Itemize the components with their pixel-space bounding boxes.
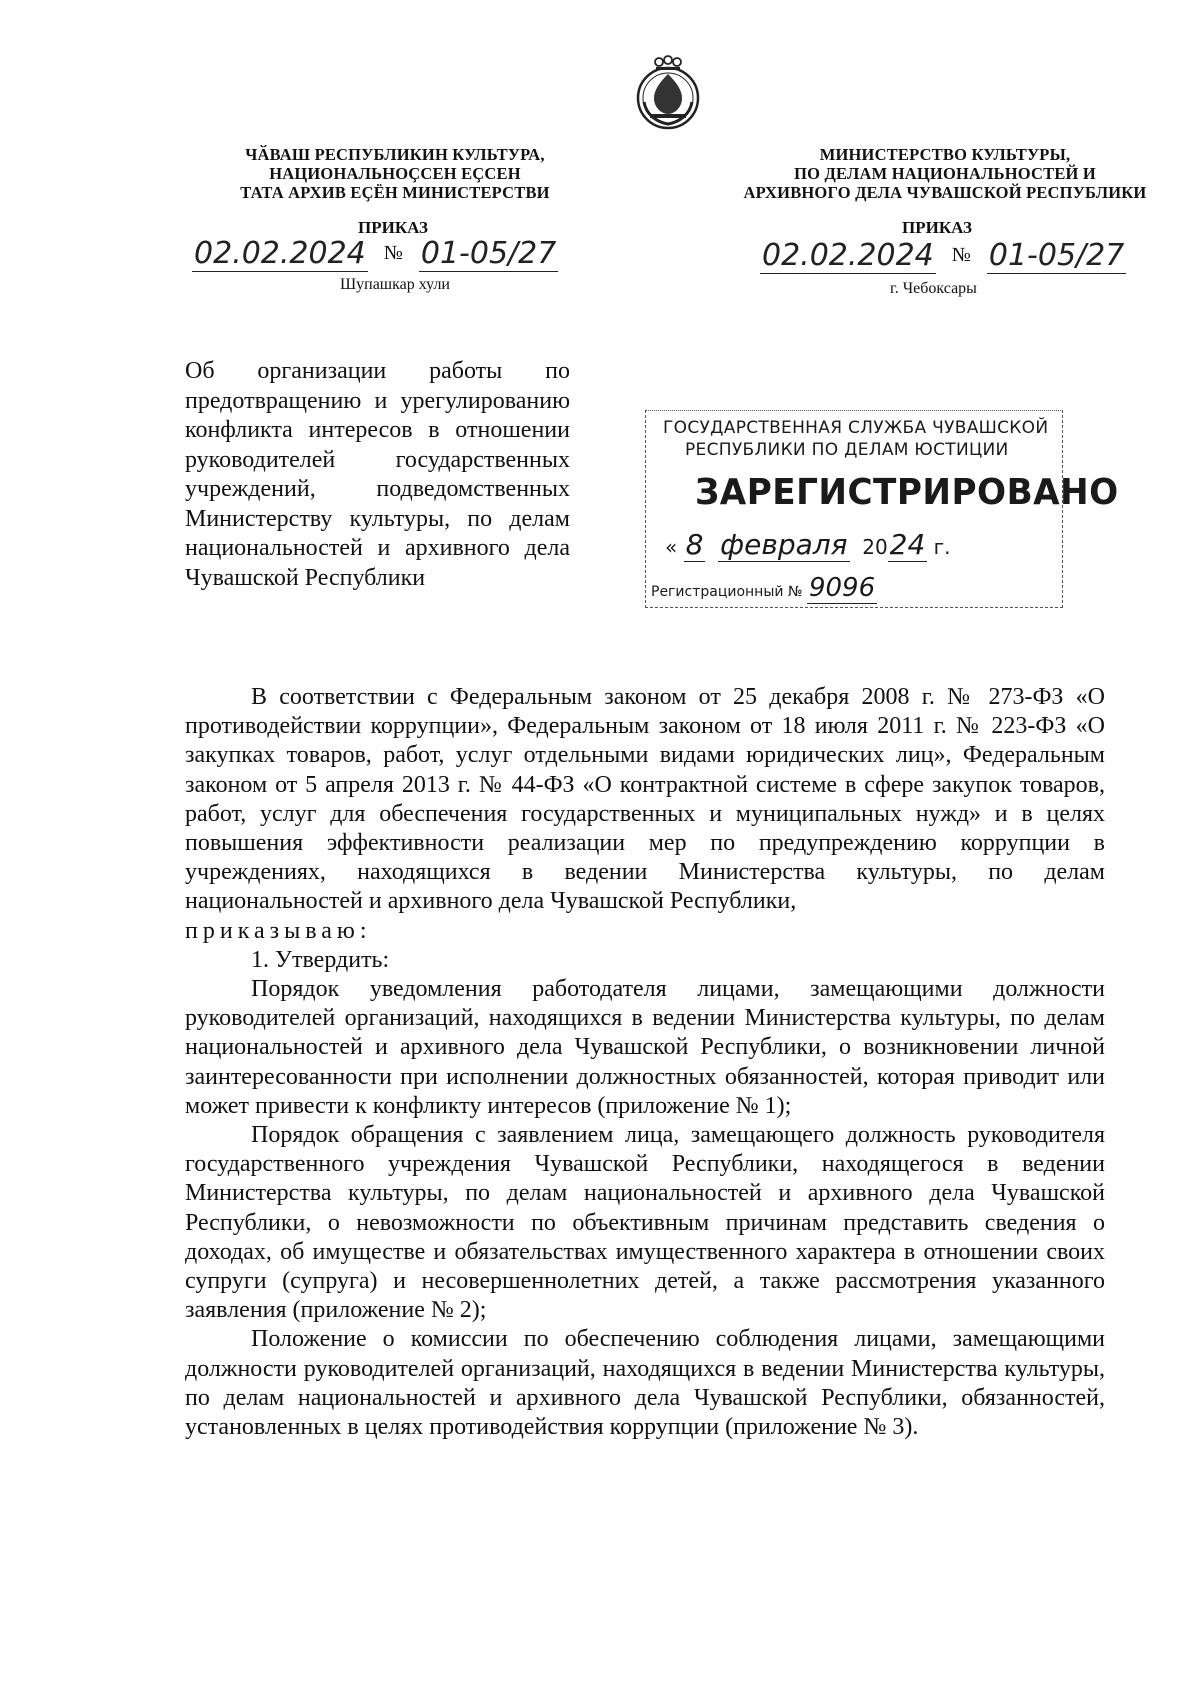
order-word: приказываю: bbox=[185, 917, 372, 944]
handwritten-number: 01-05/27 bbox=[988, 238, 1125, 273]
place-left: Шупашкар хули bbox=[340, 276, 450, 293]
paragraph-2: Порядок обращения с заявлением лица, замещающего должность руководителя государственного учреждения Чувашской Республики, находящегося в ведении Министерства культуры, по делам национальностей и архивного дела Чувашской Республики, о невозможности по объективным причинам представить сведения о доходах, об имуществе и обязательствах имущественного характера в отношении своих супруги (супруга) и несовершеннолетних детей, а также рассмотрения указанного заявления (приложение № 2); bbox=[185, 1122, 1105, 1324]
stamp-title: ЗАРЕГИСТРИРОВАНО bbox=[695, 472, 1119, 513]
coat-of-arms-emblem bbox=[630, 52, 706, 132]
date-number-right bbox=[760, 238, 1126, 273]
paragraph-1: Порядок уведомления работодателя лицами, замещающими должности руководителей организаций, находящихся в ведении Министерства культуры, по делам национальностей и архивного дела Чувашской Республики, о возникновении личной заинтересованности при исполнении должностных обязанностей, которая приводит или может привести к конфликту интересов (приложение № 1); bbox=[185, 976, 1105, 1119]
number-sign: № bbox=[951, 244, 971, 266]
header-right-line: ПО ДЕЛАМ НАЦИОНАЛЬНОСТЕЙ И bbox=[794, 164, 1096, 183]
handwritten-number: 01-05/27 bbox=[420, 236, 557, 271]
handwritten-date: 02.02.2024 bbox=[194, 236, 366, 271]
date-number-left bbox=[192, 236, 558, 271]
document-subject: Об организации работы по предотвращению и урегулированию конфликта интересов в отношении руководителей государственных учреждений, подведомственных Министерству культуры, по делам национальностей и архивного дела Чувашской Республики bbox=[185, 358, 570, 591]
stamp-date bbox=[665, 528, 951, 561]
stamp-reg-label: Регистрационный № bbox=[651, 584, 803, 600]
document-body bbox=[185, 683, 1105, 1442]
header-right-line: МИНИСТЕРСТВО КУЛЬТУРЫ, bbox=[819, 145, 1071, 164]
header-left-line: НАЦИОНАЛЬНОҪСЕН ЕҪСЕН bbox=[269, 164, 521, 183]
stamp-reg bbox=[651, 573, 877, 603]
handwritten-date: 02.02.2024 bbox=[762, 238, 934, 273]
stamp-reg-number: 9096 bbox=[808, 573, 876, 603]
item-1: 1. Утвердить: bbox=[251, 946, 390, 973]
place-right: г. Чебоксары bbox=[890, 280, 977, 297]
doc-type-left: ПРИКАЗ bbox=[358, 218, 428, 237]
header-left-line: ЧӐВАШ РЕСПУБЛИКИН КУЛЬТУРА, bbox=[245, 145, 545, 164]
stamp-year-prefix: 20 bbox=[862, 535, 888, 559]
stamp-date-prefix: « bbox=[665, 535, 678, 559]
header-left bbox=[185, 145, 605, 202]
stamp-month: февраля bbox=[720, 528, 848, 561]
header-left-line: ТАТА АРХИВ ЕҪЁН МИНИСТЕРСТВИ bbox=[240, 183, 550, 202]
stamp-line1: ГОСУДАРСТВЕННАЯ СЛУЖБА ЧУВАШСКОЙ bbox=[663, 418, 1049, 438]
stamp-line2: РЕСПУБЛИКИ ПО ДЕЛАМ ЮСТИЦИИ bbox=[685, 440, 1009, 460]
stamp-day: 8 bbox=[685, 528, 704, 561]
stamp-year-suffix: 24 bbox=[889, 528, 926, 561]
doc-type-right: ПРИКАЗ bbox=[902, 218, 972, 237]
paragraph-3: Положение о комиссии по обеспечению соблюдения лицами, замещающими должности руководителей организаций, находящихся в ведении Министерства культуры, по делам национальностей и архивного дела Чувашской Республики, обязанностей, установленных в целях противодействия коррупции (приложение № 3). bbox=[185, 1326, 1105, 1441]
header-right bbox=[735, 145, 1155, 202]
body-intro: В соответствии с Федеральным законом от 25 декабря 2008 г. № 273-ФЗ «О противодействии коррупции», Федеральным законом от 18 июля 2011 г. № 223-ФЗ «О закупках товаров, работ, услуг отдельными видами юридических лиц», Федеральным законом от 5 апреля 2013 г. № 44-ФЗ «О контрактной системе в сфере закупок товаров, работ, услуг для обеспечения государственных и муниципальных нужд» и в целях повышения эффективности реализации мер по предупреждению коррупции в учреждениях, находящихся в ведении Министерства культуры, по делам национальностей и архивного дела Чувашской Республики, bbox=[185, 684, 1105, 915]
registration-stamp bbox=[645, 410, 1119, 608]
stamp-year-unit: г. bbox=[933, 535, 951, 559]
number-sign: № bbox=[383, 242, 403, 264]
header-right-line: АРХИВНОГО ДЕЛА ЧУВАШСКОЙ РЕСПУБЛИКИ bbox=[743, 183, 1147, 202]
